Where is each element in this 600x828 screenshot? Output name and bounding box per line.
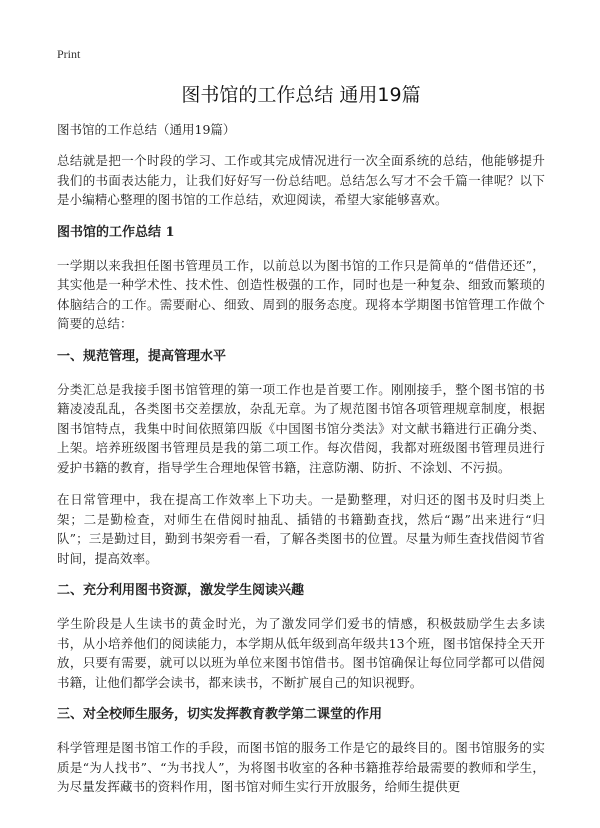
management-paragraph-1: 分类汇总是我接手图书馆管理的第一项工作也是首要工作。刚刚接手，整个图书馆的书籍凌凌乱乱，各类图书交差摆放，杂乱无章。为了规范图书馆各项管理规章制度，根据图书馆特点，我集中时间依照第四版《中国图书馆分类法》对文献书籍进行正确分类、上架。培养班级图书管理员是我的第二项工作。每次借阅，我都对班级图书管理员进行爱护书籍的教育，指导学生合理地保管书籍，注意防潮、防折、不涂划、不污损。 [57,381,545,475]
article-body [57,120,545,810]
section-intro-paragraph: 一学期以来我担任图书管理员工作，以前总以为图书馆的工作只是简单的“借借还还”，其实他是一种学术性、技术性、创造性极强的工作，同时也是一种复杂、细致而繁琐的体脑结合的工作。需要耐心、细致、周到的服务态度。现将本学期图书馆管理工作做个简要的总结： [57,257,545,331]
print-link[interactable]: Print [57,47,81,61]
article-subtitle: 图书馆的工作总结（通用19篇） [57,122,236,137]
page-title: 图书馆的工作总结 通用19篇 [181,84,421,106]
management-paragraph-2: 在日常管理中，我在提高工作效率上下功夫。一是勤整理，对归还的图书及时归类上架；二是勤检查，对师生在借阅时抽乱、插错的书籍勤查找，然后“踢”出来进行“归队”；三是勤过目，勤到书架旁看一看，了解各类图书的位置。尽量为师生查找借阅节省时间，提高效率。 [57,492,545,566]
service-paragraph: 科学管理是图书馆工作的手段，而图书馆的服务工作是它的最终目的。图书馆服务的实质是“为人找书”、“为书找人”，为将图书收室的各种书籍推荐给最需要的教师和学生，为尽量发挥藏书的资料作用，图书馆对师生实行开放服务，给师生提供更 [57,740,545,794]
heading-management: 一、规范管理，提高管理水平 [57,348,227,364]
intro-paragraph: 总结就是把一个时段的学习、工作或其完成情况进行一次全面系统的总结，他能够提升我们的书面表达能力，让我们好好写一份总结吧。总结怎么写才不会千篇一律呢？以下是小编精心整理的图书馆的工作总结，欢迎阅读，希望大家能够喜欢。 [57,153,545,207]
heading-reading-interest: 二、充分利用图书资源，激发学生阅读兴趣 [57,583,305,598]
section-title: 图书馆的工作总结 1 [57,224,175,240]
heading-service: 三、对全校师生服务，切实发挥教育教学第二课堂的作用 [57,707,383,722]
reading-interest-paragraph: 学生阶段是人生读书的黄金时光，为了激发同学们爱书的情感，积极鼓励学生去多读书，从小培养他们的阅读能力，本学期从低年级到高年级共13个班，图书馆保持全天开放，只要有需要，就可以以班为单位来图书馆借书。图书馆确保让每位同学都可以借阅书籍，让他们都学会读书，都来读书，不断扩展自己的知识视野。 [57,616,545,690]
